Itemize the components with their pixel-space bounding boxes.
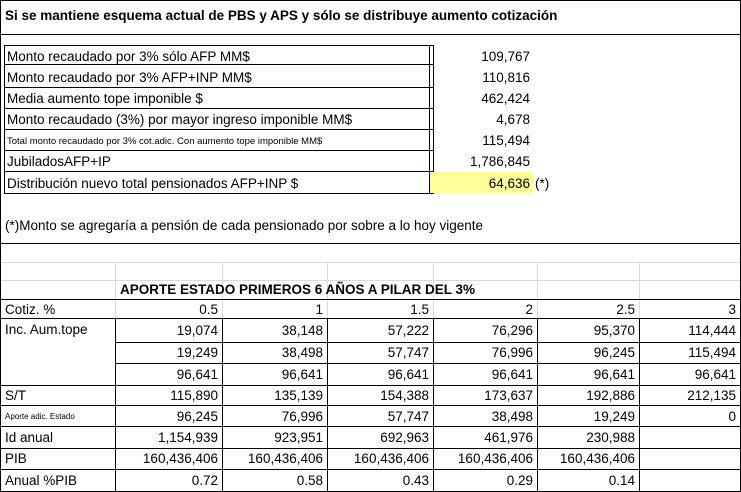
- table-cell: 461,976: [484, 430, 533, 445]
- table-cell: 38,498: [491, 409, 533, 424]
- header-cell: 1.5: [410, 302, 429, 317]
- gridline: [0, 280, 741, 281]
- table-cell: 96,641: [491, 367, 533, 382]
- summary-label: JubiladosAFP+IP: [7, 154, 111, 169]
- aporte-border: [639, 318, 640, 492]
- row-label: Id anual: [5, 430, 54, 445]
- summary-border: [4, 129, 434, 130]
- table-cell: 96,245: [593, 345, 635, 360]
- row-label: PIB: [5, 451, 27, 466]
- aporte-border: [115, 363, 741, 364]
- table-cell: 0.29: [506, 473, 533, 488]
- summary-value: 110,816: [482, 70, 530, 85]
- table-cell: 76,996: [281, 409, 323, 424]
- header-cell: 0.5: [199, 302, 218, 317]
- table-cell: 0.14: [608, 473, 635, 488]
- header-cell: 1: [315, 302, 323, 317]
- table-cell: 38,498: [281, 345, 323, 360]
- summary-border: [4, 108, 434, 109]
- table-cell: 96,245: [176, 409, 218, 424]
- summary-value: 1,786,845: [469, 154, 530, 169]
- aporte-border: [0, 405, 741, 406]
- table-cell: 114,444: [688, 323, 736, 338]
- header-cell: 2.5: [616, 302, 635, 317]
- table-cell: 160,436,406: [247, 451, 323, 466]
- gridline: [0, 262, 741, 263]
- table-cell: 0.58: [296, 473, 323, 488]
- table-cell: 230,988: [586, 430, 635, 445]
- aporte-border: [0, 318, 741, 319]
- table-cell: 692,963: [380, 430, 429, 445]
- table-cell: 173,637: [484, 388, 533, 403]
- aporte-border: [0, 448, 741, 449]
- summary-border: [4, 45, 434, 46]
- frame-left: [0, 0, 1, 492]
- sheet-title: Si se mantiene esquema actual de PBS y APS y sólo se distribuye aumento cotización: [5, 8, 558, 23]
- table-cell: 96,641: [176, 367, 218, 382]
- table-cell: 923,951: [274, 430, 323, 445]
- table-cell: 154,388: [380, 388, 429, 403]
- aporte-border: [433, 318, 434, 492]
- aporte-title-underline: [0, 299, 741, 300]
- aporte-border: [0, 385, 741, 386]
- summary-value: 4,678: [496, 112, 530, 127]
- summary-label: Total monto recaudado por 3% cot.adic. Con aumento tope imponible MM$: [7, 136, 323, 147]
- aporte-border: [327, 318, 328, 492]
- footnote-underline: [0, 243, 741, 244]
- aporte-border: [537, 318, 538, 492]
- header-label: Cotiz. %: [5, 302, 56, 317]
- header-cell: 2: [525, 302, 533, 317]
- summary-label: Monto recaudado (3%) por mayor ingreso imponible MM$: [7, 112, 353, 127]
- table-cell: 160,436,406: [353, 451, 429, 466]
- aporte-border: [115, 342, 741, 343]
- table-cell: 96,641: [281, 367, 323, 382]
- title-underline: [0, 34, 741, 35]
- summary-value: 115,494: [482, 133, 530, 148]
- table-cell: 38,148: [281, 323, 323, 338]
- row-label: Anual %PIB: [5, 473, 78, 488]
- table-cell: 212,135: [687, 388, 736, 403]
- table-cell: 160,436,406: [142, 451, 218, 466]
- summary-border: [4, 45, 5, 194]
- table-cell: 192,886: [586, 388, 635, 403]
- aporte-border: [222, 318, 223, 492]
- aporte-title: APORTE ESTADO PRIMEROS 6 AÑOS A PILAR DEL 3%: [120, 282, 476, 297]
- note-marker: (*): [535, 176, 550, 191]
- table-cell: 115,890: [170, 388, 218, 403]
- footnote: (*)Monto se agregaría a pensión de cada pensionado por sobre a lo hoy vigente: [5, 218, 484, 233]
- aporte-border: [0, 469, 741, 470]
- aporte-border: [115, 318, 116, 492]
- summary-label: Distribución nuevo total pensionados AFP+INP $: [7, 176, 299, 191]
- table-cell: 76,296: [491, 323, 533, 338]
- table-cell: 76,996: [491, 345, 533, 360]
- table-cell: 19,249: [593, 409, 635, 424]
- table-cell: 96,641: [593, 367, 635, 382]
- summary-label: Monto recaudado por 3% AFP+INP MM$: [7, 70, 252, 85]
- table-cell: 135,139: [274, 388, 323, 403]
- table-cell: 57,222: [387, 323, 429, 338]
- table-cell: 96,641: [387, 367, 429, 382]
- summary-border: [4, 193, 434, 194]
- table-cell: 160,436,406: [457, 451, 533, 466]
- summary-label: Media aumento tope imponible $: [7, 91, 203, 106]
- aporte-border: [0, 426, 741, 427]
- table-cell: 95,370: [593, 323, 635, 338]
- table-cell: 0: [728, 409, 736, 424]
- summary-border: [4, 87, 434, 88]
- table-cell: 57,747: [387, 409, 429, 424]
- table-cell: 19,074: [176, 323, 218, 338]
- header-cell: 3: [728, 302, 736, 317]
- summary-value: 462,424: [481, 91, 530, 106]
- summary-border: [4, 64, 434, 65]
- row-label: S/T: [5, 388, 27, 403]
- summary-border: [4, 171, 434, 172]
- summary-value: 109,767: [481, 49, 530, 64]
- table-cell: 0.72: [191, 473, 218, 488]
- table-cell: 19,249: [176, 345, 218, 360]
- row-label: Inc. Aum.tope: [5, 322, 88, 337]
- row-label: Aporte adic. Estado: [5, 412, 75, 421]
- summary-label: Monto recaudado por 3% sólo AFP MM$: [7, 49, 250, 64]
- table-cell: 0.43: [402, 473, 429, 488]
- table-cell: 57,747: [387, 345, 429, 360]
- table-cell: 96,641: [694, 367, 736, 382]
- table-cell: 115,494: [688, 345, 736, 360]
- frame-top: [0, 0, 741, 1]
- table-cell: 160,436,406: [559, 451, 635, 466]
- summary-value: 64,636: [488, 176, 530, 191]
- summary-border: [4, 150, 434, 151]
- table-cell: 1,154,939: [157, 430, 218, 445]
